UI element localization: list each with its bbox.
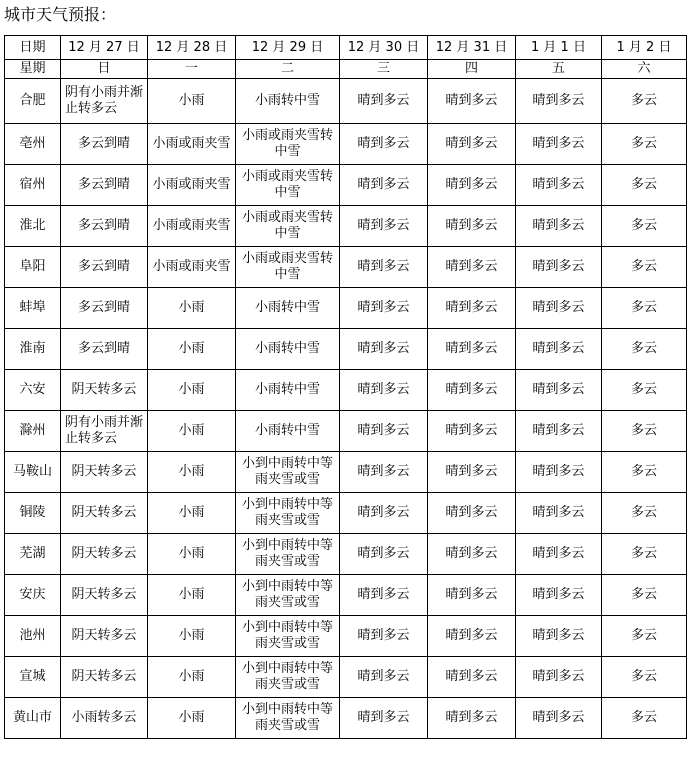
forecast-cell: 小雨转中雪 [236, 370, 340, 411]
forecast-cell: 小到中雨转中等雨夹雪或雪 [236, 616, 340, 657]
forecast-cell: 小到中雨转中等雨夹雪或雪 [236, 657, 340, 698]
forecast-cell: 晴到多云 [516, 411, 602, 452]
city-row [5, 79, 687, 124]
weekday-header-cell: 六 [602, 60, 687, 79]
forecast-cell: 多云到晴 [61, 165, 148, 206]
forecast-cell: 晴到多云 [340, 247, 428, 288]
forecast-cell: 晴到多云 [428, 452, 516, 493]
forecast-cell: 多云 [602, 411, 687, 452]
forecast-cell: 晴到多云 [340, 165, 428, 206]
city-name-cell: 淮北 [5, 206, 61, 247]
forecast-cell: 晴到多云 [516, 370, 602, 411]
city-name-cell: 六安 [5, 370, 61, 411]
forecast-cell: 晴到多云 [516, 288, 602, 329]
forecast-cell: 晴到多云 [516, 657, 602, 698]
forecast-cell: 晴到多云 [340, 616, 428, 657]
city-row [5, 616, 687, 657]
city-row [5, 698, 687, 739]
city-row [5, 370, 687, 411]
forecast-cell: 晴到多云 [516, 329, 602, 370]
forecast-cell: 晴到多云 [516, 452, 602, 493]
forecast-cell: 晴到多云 [340, 493, 428, 534]
city-row [5, 657, 687, 698]
forecast-cell: 小雨 [148, 370, 236, 411]
city-name-cell: 马鞍山 [5, 452, 61, 493]
forecast-cell: 晴到多云 [428, 616, 516, 657]
forecast-cell: 小雨转中雪 [236, 288, 340, 329]
page-title: 城市天气预报： [4, 5, 117, 24]
forecast-cell: 小雨 [148, 79, 236, 124]
forecast-cell: 晴到多云 [340, 411, 428, 452]
forecast-cell: 晴到多云 [340, 575, 428, 616]
forecast-cell: 晴到多云 [428, 493, 516, 534]
city-name-cell: 亳州 [5, 124, 61, 165]
forecast-cell: 晴到多云 [516, 79, 602, 124]
forecast-cell: 多云 [602, 534, 687, 575]
forecast-cell: 多云 [602, 124, 687, 165]
weekday-header-cell: 四 [428, 60, 516, 79]
forecast-cell: 晴到多云 [340, 698, 428, 739]
forecast-cell: 多云 [602, 206, 687, 247]
forecast-cell: 小雨 [148, 329, 236, 370]
forecast-cell: 小雨或雨夹雪转中雪 [236, 206, 340, 247]
forecast-cell: 晴到多云 [516, 206, 602, 247]
date-header-cell: 12 月 29 日 [236, 36, 340, 60]
forecast-cell: 阴有小雨并渐止转多云 [61, 79, 148, 124]
forecast-cell: 多云 [602, 698, 687, 739]
city-row [5, 165, 687, 206]
forecast-cell: 多云 [602, 329, 687, 370]
forecast-cell: 晴到多云 [428, 657, 516, 698]
weekday-header-row [5, 60, 687, 79]
forecast-cell: 小雨 [148, 452, 236, 493]
forecast-cell: 多云 [602, 288, 687, 329]
forecast-cell: 晴到多云 [516, 493, 602, 534]
forecast-cell: 小雨 [148, 657, 236, 698]
city-name-cell: 滁州 [5, 411, 61, 452]
forecast-cell: 小雨或雨夹雪转中雪 [236, 124, 340, 165]
forecast-cell: 多云 [602, 247, 687, 288]
forecast-cell: 多云 [602, 657, 687, 698]
forecast-cell: 晴到多云 [428, 124, 516, 165]
forecast-cell: 晴到多云 [516, 616, 602, 657]
forecast-cell: 晴到多云 [340, 79, 428, 124]
date-header-cell: 1 月 1 日 [516, 36, 602, 60]
forecast-cell: 晴到多云 [516, 534, 602, 575]
forecast-cell: 晴到多云 [340, 370, 428, 411]
forecast-cell: 小雨或雨夹雪 [148, 206, 236, 247]
forecast-cell: 晴到多云 [340, 452, 428, 493]
forecast-cell: 阴天转多云 [61, 534, 148, 575]
weekday-header-cell: 日 [61, 60, 148, 79]
forecast-cell: 小到中雨转中等雨夹雪或雪 [236, 452, 340, 493]
city-name-cell: 黄山市 [5, 698, 61, 739]
city-row [5, 534, 687, 575]
forecast-cell: 小到中雨转中等雨夹雪或雪 [236, 698, 340, 739]
weekday-header-cell: 二 [236, 60, 340, 79]
weekday-header-cell: 三 [340, 60, 428, 79]
city-row [5, 288, 687, 329]
forecast-cell: 晴到多云 [340, 329, 428, 370]
forecast-cell: 小雨转中雪 [236, 411, 340, 452]
city-name-cell: 宣城 [5, 657, 61, 698]
forecast-cell: 小雨或雨夹雪转中雪 [236, 165, 340, 206]
city-row [5, 206, 687, 247]
forecast-cell: 小雨或雨夹雪转中雪 [236, 247, 340, 288]
date-header-cell: 12 月 31 日 [428, 36, 516, 60]
forecast-cell: 阴天转多云 [61, 452, 148, 493]
forecast-cell: 小雨转中雪 [236, 79, 340, 124]
city-name-cell: 阜阳 [5, 247, 61, 288]
forecast-cell: 晴到多云 [428, 411, 516, 452]
forecast-cell: 阴天转多云 [61, 616, 148, 657]
city-name-cell: 芜湖 [5, 534, 61, 575]
date-header-cell: 12 月 28 日 [148, 36, 236, 60]
forecast-cell: 晴到多云 [428, 329, 516, 370]
weather-forecast-table [4, 35, 687, 739]
forecast-cell: 多云 [602, 575, 687, 616]
forecast-cell: 小雨 [148, 411, 236, 452]
city-name-cell: 合肥 [5, 79, 61, 124]
forecast-cell: 小雨 [148, 534, 236, 575]
forecast-cell: 晴到多云 [340, 288, 428, 329]
forecast-cell: 晴到多云 [516, 247, 602, 288]
city-row [5, 493, 687, 534]
forecast-cell: 小雨或雨夹雪 [148, 247, 236, 288]
forecast-cell: 晴到多云 [340, 657, 428, 698]
city-row [5, 329, 687, 370]
forecast-cell: 多云到晴 [61, 247, 148, 288]
forecast-cell: 小到中雨转中等雨夹雪或雪 [236, 493, 340, 534]
forecast-cell: 晴到多云 [428, 288, 516, 329]
forecast-cell: 晴到多云 [428, 247, 516, 288]
forecast-cell: 小雨 [148, 288, 236, 329]
forecast-cell: 晴到多云 [428, 698, 516, 739]
city-row [5, 411, 687, 452]
forecast-cell: 晴到多云 [516, 698, 602, 739]
forecast-cell: 多云到晴 [61, 329, 148, 370]
forecast-cell: 阴天转多云 [61, 370, 148, 411]
forecast-cell: 晴到多云 [428, 165, 516, 206]
weekday-column-label: 星期 [5, 60, 61, 79]
weekday-header-cell: 一 [148, 60, 236, 79]
forecast-cell: 多云 [602, 79, 687, 124]
forecast-cell: 晴到多云 [516, 165, 602, 206]
forecast-cell: 小雨 [148, 698, 236, 739]
city-name-cell: 淮南 [5, 329, 61, 370]
forecast-cell: 多云到晴 [61, 206, 148, 247]
forecast-cell: 多云 [602, 616, 687, 657]
forecast-cell: 阴天转多云 [61, 493, 148, 534]
forecast-cell: 多云到晴 [61, 124, 148, 165]
forecast-cell: 小雨转中雪 [236, 329, 340, 370]
forecast-cell: 小雨或雨夹雪 [148, 124, 236, 165]
city-name-cell: 蚌埠 [5, 288, 61, 329]
forecast-cell: 多云 [602, 452, 687, 493]
forecast-cell: 多云 [602, 493, 687, 534]
city-row [5, 124, 687, 165]
forecast-cell: 多云到晴 [61, 288, 148, 329]
forecast-cell: 晴到多云 [516, 575, 602, 616]
city-row [5, 452, 687, 493]
forecast-cell: 小雨转多云 [61, 698, 148, 739]
forecast-cell: 多云 [602, 370, 687, 411]
forecast-cell: 小雨 [148, 493, 236, 534]
city-row [5, 247, 687, 288]
city-name-cell: 池州 [5, 616, 61, 657]
forecast-cell: 晴到多云 [516, 124, 602, 165]
forecast-cell: 晴到多云 [428, 206, 516, 247]
forecast-cell: 晴到多云 [340, 534, 428, 575]
city-name-cell: 宿州 [5, 165, 61, 206]
forecast-cell: 晴到多云 [428, 79, 516, 124]
date-header-cell: 1 月 2 日 [602, 36, 687, 60]
forecast-cell: 多云 [602, 165, 687, 206]
forecast-cell: 阴天转多云 [61, 657, 148, 698]
date-header-row [5, 36, 687, 60]
city-row [5, 575, 687, 616]
forecast-cell: 晴到多云 [340, 206, 428, 247]
forecast-cell: 晴到多云 [428, 370, 516, 411]
forecast-cell: 晴到多云 [428, 575, 516, 616]
forecast-cell: 小雨 [148, 616, 236, 657]
weekday-header-cell: 五 [516, 60, 602, 79]
forecast-cell: 小到中雨转中等雨夹雪或雪 [236, 575, 340, 616]
forecast-cell: 阴天转多云 [61, 575, 148, 616]
forecast-cell: 小雨或雨夹雪 [148, 165, 236, 206]
forecast-cell: 晴到多云 [428, 534, 516, 575]
forecast-cell: 阴有小雨并渐止转多云 [61, 411, 148, 452]
forecast-cell: 晴到多云 [340, 124, 428, 165]
date-header-cell: 12 月 30 日 [340, 36, 428, 60]
forecast-cell: 小雨 [148, 575, 236, 616]
forecast-cell: 小到中雨转中等雨夹雪或雪 [236, 534, 340, 575]
city-name-cell: 铜陵 [5, 493, 61, 534]
date-header-cell: 12 月 27 日 [61, 36, 148, 60]
date-column-label: 日期 [5, 36, 61, 60]
city-name-cell: 安庆 [5, 575, 61, 616]
